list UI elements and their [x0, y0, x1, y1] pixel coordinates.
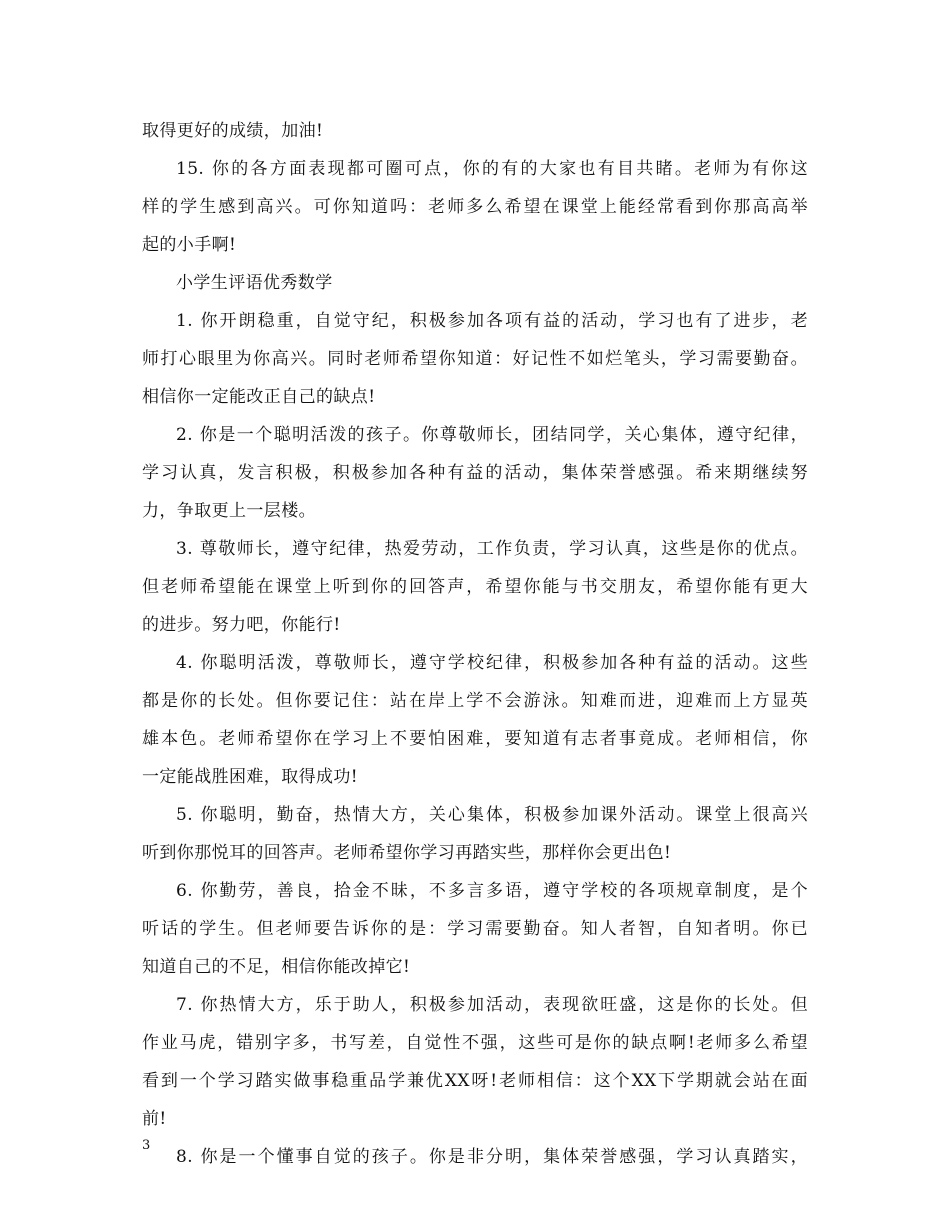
text-line: 取得更好的成绩，加油! [142, 121, 324, 141]
text-line: 知道自己的不足，相信你能改掉它! [142, 957, 411, 977]
text-line: 看到一个学习踏实做事稳重品学兼优XX呀!老师相信：这个XX下学期就会站在面 [142, 1071, 808, 1091]
text-line: 相信你一定能改正自己的缺点! [142, 387, 376, 407]
text-line: 一定能战胜困难，取得成功! [142, 767, 359, 787]
text-line: 的进步。努力吧，你能行! [142, 615, 341, 635]
document-body [142, 112, 808, 1176]
text-line: 雄本色。老师希望你在学习上不要怕困难，要知道有志者事竟成。老师相信，你 [142, 729, 808, 749]
text-line: 但老师希望能在课堂上听到你的回答声，希望你能与书交朋友，希望你能有更大 [142, 577, 808, 597]
text-line: 学习认真，发言积极，积极参加各种有益的活动，集体荣誉感强。希来期继续努 [142, 463, 808, 483]
text-line: 听话的学生。但老师要告诉你的是：学习需要勤奋。知人者智，自知者明。你已 [142, 919, 808, 939]
page-number: 3 [142, 1138, 151, 1153]
text-line: 3. 尊敬师长，遵守纪律，热爱劳动，工作负责，学习认真，这些是你的优点。 [176, 539, 808, 559]
text-line: 6. 你勤劳，善良，拾金不昧，不多言多语，遵守学校的各项规章制度，是个 [176, 881, 808, 901]
text-line: 前! [142, 1109, 167, 1129]
text-line: 5. 你聪明，勤奋，热情大方，关心集体，积极参加课外活动。课堂上很高兴 [176, 805, 808, 825]
text-line: 15. 你的各方面表现都可圈可点，你的有的大家也有目共睹。老师为有你这 [176, 159, 808, 179]
text-line: 8. 你是一个懂事自觉的孩子。你是非分明，集体荣誉感强，学习认真踏实， [176, 1147, 808, 1167]
text-line: 2. 你是一个聪明活泼的孩子。你尊敬师长，团结同学，关心集体，遵守纪律， [176, 425, 808, 445]
text-line: 力，争取更上一层楼。 [142, 501, 316, 521]
text-line: 1. 你开朗稳重，自觉守纪，积极参加各项有益的活动，学习也有了进步，老 [176, 311, 808, 331]
text-line: 样的学生感到高兴。可你知道吗：老师多么希望在课堂上能经常看到你那高高举 [142, 197, 808, 217]
text-line: 小学生评语优秀数学 [176, 273, 333, 293]
text-line: 都是你的长处。但你要记住：站在岸上学不会游泳。知难而进，迎难而上方显英 [142, 691, 808, 711]
text-line: 7. 你热情大方，乐于助人，积极参加活动，表现欲旺盛，这是你的长处。但 [176, 995, 808, 1015]
text-line: 师打心眼里为你高兴。同时老师希望你知道：好记性不如烂笔头，学习需要勤奋。 [142, 349, 808, 369]
text-line: 4. 你聪明活泼，尊敬师长，遵守学校纪律，积极参加各种有益的活动。这些 [176, 653, 808, 673]
text-line: 听到你那悦耳的回答声。老师希望你学习再踏实些，那样你会更出色! [142, 843, 672, 863]
text-line: 起的小手啊! [142, 235, 237, 255]
text-line: 作业马虎，错别字多，书写差，自觉性不强，这些可是你的缺点啊!老师多么希望 [142, 1033, 808, 1053]
